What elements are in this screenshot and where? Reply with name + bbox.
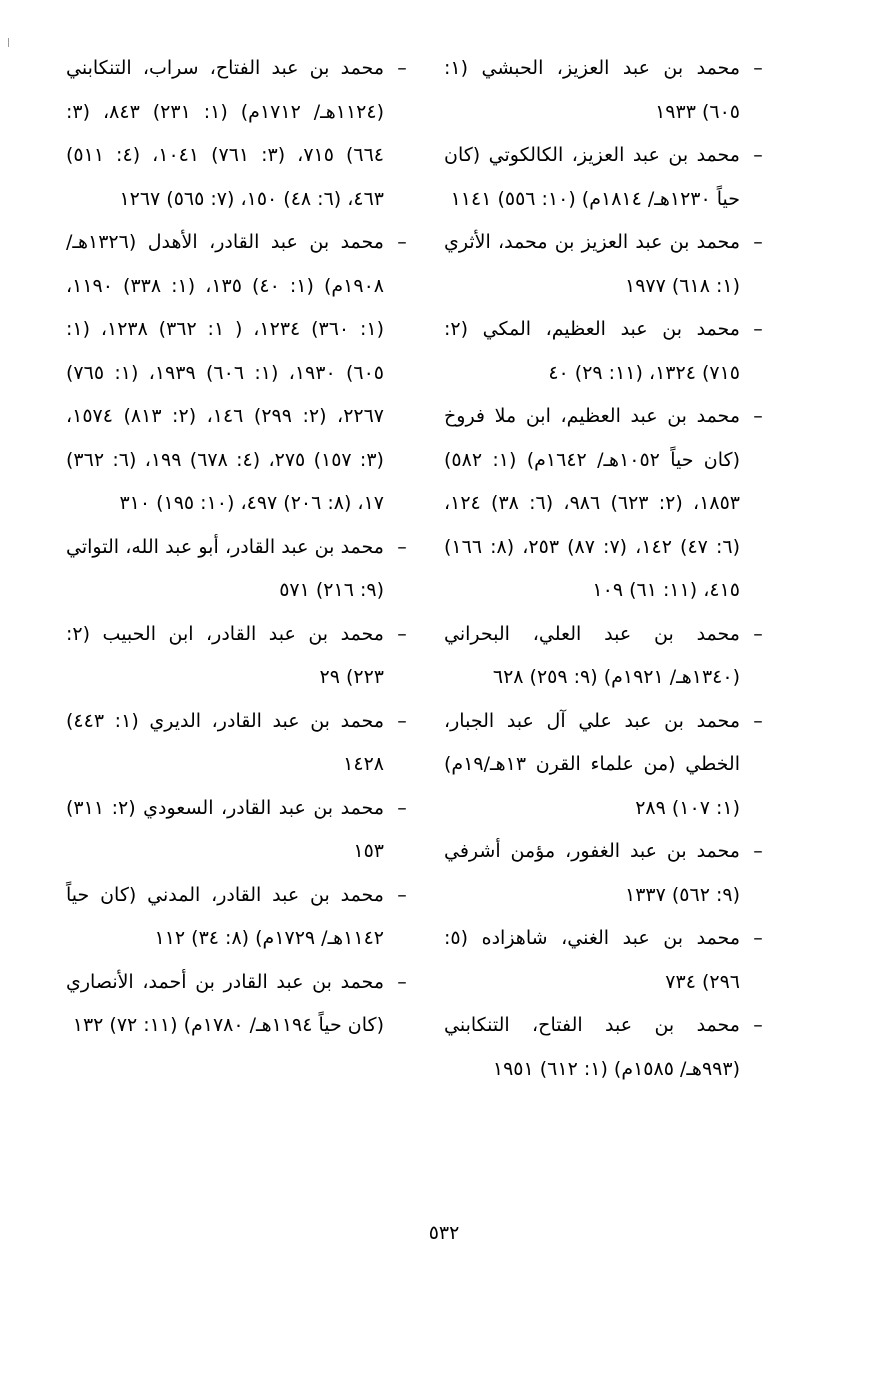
entry-marker: – <box>397 622 407 645</box>
index-entry <box>444 613 762 700</box>
index-entry <box>444 1004 762 1091</box>
index-entry <box>444 917 762 1004</box>
entry-marker: – <box>397 970 407 993</box>
entry-marker: – <box>753 709 763 732</box>
entry-text: محمد بن عبد العلي، البحراني (١٣٤٠هـ/ ١٩٢١م) (٩: ٢٥٩) ٦٢٨ <box>444 622 740 688</box>
entry-text: محمد بن عبد العظيم، ابن ملا فروخ (كان حياً ١٠٥٢هـ/ ١٦٤٢م) (١: ٥٨٢) ١٨٥٣، (٢: ٦٢٣) ٩٨٦، (٦: ٣٨) ١٢٤، (٦: ٤٧) ١٤٢، (٧: ٨٧) ٢٥٣، (٨: ١٦٦) ٤١٥، (١١: ٦١) ١٠٩ <box>444 405 741 601</box>
index-entry <box>444 134 762 221</box>
index-entry <box>444 700 762 831</box>
entry-text: محمد بن عبد القادر بن أحمد، الأنصاري (كان حياً ١١٩٤هـ/ ١٧٨٠م) (١١: ٧٢) ١٣٢ <box>66 970 384 1036</box>
entry-marker: – <box>397 231 407 253</box>
index-entry <box>66 874 406 961</box>
index-entry <box>66 700 406 787</box>
entry-text: محمد بن عبد الغفور، مؤمن أشرفي (٩: ٥٦٢) ١٣٣٧ <box>444 840 740 906</box>
entry-marker: – <box>397 535 407 558</box>
entry-marker: – <box>397 709 407 732</box>
index-entry <box>444 221 762 308</box>
entry-marker: – <box>397 796 407 819</box>
entry-text: محمد بن عبد القادر، المدني (كان حياً ١١٤٢هـ/ ١٧٢٩م) (٨: ٣٤) ١١٢ <box>66 883 384 949</box>
index-entry <box>66 613 406 700</box>
page-number: ٥٣٢ <box>428 1222 460 1244</box>
index-entry <box>66 961 406 1048</box>
index-entry <box>444 830 762 917</box>
entry-text: محمد بن عبد الفتاح، سراب، التنكابني (١١٢٤هـ/ ١٧١٢م) (١: ٢٣١) ٨٤٣، (٣: ٦٦٤) ٧١٥، (٣: ٧٦١) ١٠٤١، (٤: ٥١١) ٤٦٣، (٦: ٤٨) ١٥٠، (٧: ٥٦٥) ١٢٦٧ <box>66 57 384 210</box>
entry-text: محمد بن عبد الفتاح، التنكابني (٩٩٣هـ/ ١٥٨٥م) (١: ٦١٢) ١٩٥١ <box>444 1014 740 1080</box>
entry-marker: – <box>753 927 763 949</box>
entry-marker: – <box>753 231 763 253</box>
entry-marker: – <box>753 405 763 427</box>
entry-marker: – <box>753 840 763 862</box>
index-entry <box>444 308 762 395</box>
entry-marker: – <box>753 318 763 340</box>
entry-marker: – <box>753 622 763 645</box>
entry-text: محمد بن عبد العظيم، المكي (٢: ٧١٥) ١٣٢٤، (١١: ٢٩) ٤٠ <box>444 318 740 384</box>
entry-text: محمد بن عبد علي آل عبد الجبار، الخطي (من علماء القرن ١٣هـ/١٩م) (١: ١٠٧) ٢٨٩ <box>444 709 740 819</box>
entry-text: محمد بن عبد القادر، ابن الحبيب (٢: ٢٢٣) ٢٩ <box>66 622 384 688</box>
left-column <box>66 47 406 1048</box>
margin-mark <box>8 38 9 47</box>
entry-marker: – <box>397 883 407 906</box>
entry-text: محمد بن عبد الغني، شاهزاده (٥: ٢٩٦) ٧٣٤ <box>444 927 740 993</box>
entry-text: محمد بن عبد القادر، أبو عبد الله، التواتي (٩: ٢١٦) ٥٧١ <box>66 535 384 601</box>
index-entry <box>66 221 406 526</box>
entry-text: محمد بن عبد العزيز بن محمد، الأثري (١: ٦١٨) ١٩٧٧ <box>444 231 740 297</box>
entry-text: محمد بن عبد العزيز، الحبشي (١: ٦٠٥) ١٩٣٣ <box>444 57 740 123</box>
entry-marker: – <box>753 57 763 79</box>
entry-marker: – <box>753 1014 763 1036</box>
index-entry <box>66 787 406 874</box>
index-entry <box>444 47 762 134</box>
index-entry <box>66 526 406 613</box>
entry-text: محمد بن عبد العزيز، الكالكوتي (كان حياً ١٢٣٠هـ/ ١٨١٤م) (١٠: ٥٥٦) ١١٤١ <box>444 144 740 210</box>
entry-text: محمد بن عبد القادر، السعودي (٢: ٣١١) ١٥٣ <box>66 796 384 862</box>
entry-text: محمد بن عبد القادر، الديري (١: ٤٤٣) ١٤٢٨ <box>66 709 384 775</box>
index-entry <box>66 47 406 221</box>
entry-marker: – <box>397 57 407 79</box>
index-entry <box>444 395 762 613</box>
right-column <box>444 47 762 1091</box>
entry-marker: – <box>753 144 763 166</box>
entry-text: محمد بن عبد القادر، الأهدل (١٣٢٦هـ/ ١٩٠٨م) (١: ٤٠) ١٣٥، (١: ٣٣٨) ١١٩٠، (١: ٣٦٠) ١٢٣٤، ( ١: ٣٦٢) ١٢٣٨، (١: ٦٠٥) ١٩٣٠، (١: ٦٠٦) ١٩٣٩، (١: ٧٦٥) ٢٢٦٧، (٢: ٢٩٩) ١٤٦، (٢: ٨١٣) ١٥٧٤، (٣: ١٥٧) ٢٧٥، (٤: ٦٧٨) ١٩٩، (٦: ٣٦٢) ١٧، (٨: ٢٠٦) ٤٩٧، (١٠: ١٩٥) ٣١٠ <box>66 231 385 514</box>
